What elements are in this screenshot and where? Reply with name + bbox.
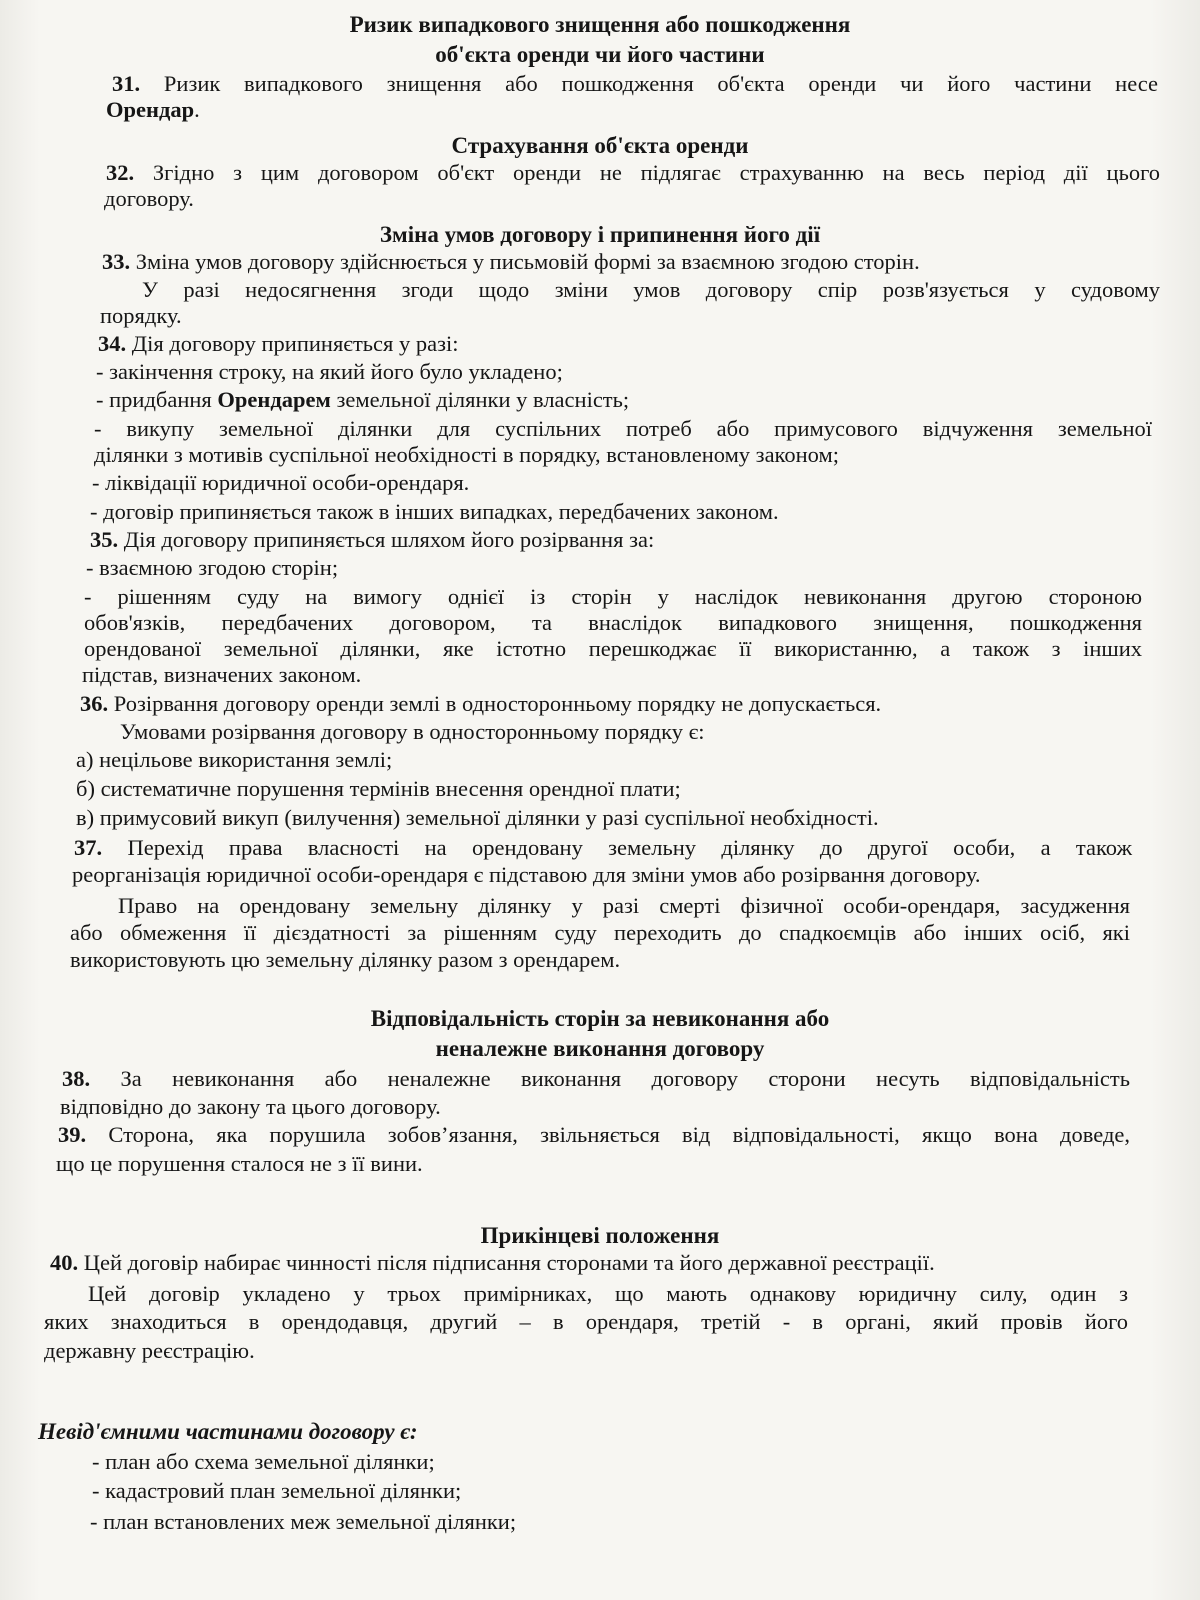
list-item-continued: орендованої земельної ділянки, яке істотно перешкоджає її використанню, а також з інших <box>84 636 1142 661</box>
list-text: - придбання <box>96 387 212 412</box>
clause-text: Ризик випадкового знищення або пошкодження об'єкта оренди чи його частини несе <box>163 71 1158 96</box>
section-heading-final: Прикінцеві положення <box>480 1223 720 1248</box>
clause-number: 35. <box>90 527 119 552</box>
section-heading-risk-line2: об'єкта оренди чи його частини <box>435 42 765 67</box>
clause-number: 40. <box>50 1250 79 1275</box>
list-text: земельної ділянки у власність; <box>336 387 630 412</box>
clause-text: Перехід права власності на орендовану земельну ділянку до другої особи, а також <box>127 835 1133 860</box>
list-item: - договір припиняється також в інших випадках, передбачених законом. <box>90 499 779 524</box>
clause-number: 36. <box>80 691 109 716</box>
section-heading-liability: Відповідальність сторін за невиконання або <box>370 1006 830 1031</box>
clause-number: 38. <box>62 1066 91 1091</box>
clause-38-line2: відповідно до закону та цього договору. <box>60 1094 441 1119</box>
clause-38 <box>62 1066 1130 1092</box>
clause-32-line2: договору. <box>104 186 194 211</box>
bold-term: Орендарем <box>217 387 331 412</box>
bold-term: Орендар <box>106 97 195 122</box>
list-item-continued: ділянки з мотивів суспільної необхідності в порядку, встановленому законом; <box>94 442 839 467</box>
clause-text: За невиконання або неналежне виконання договору сторони несуть відповідальність <box>120 1066 1130 1091</box>
list-item-continued: підстав, визначених законом. <box>82 662 362 687</box>
clause-31 <box>112 71 1158 97</box>
clause-37-paragraph-line2: або обмеження її дієздатності за рішенням суду переходить до спадкоємців або інших осіб, які <box>70 920 1130 945</box>
clause-31-line2 <box>106 97 200 123</box>
clause-text: Дія договору припиняється шляхом його розірвання за: <box>123 527 655 552</box>
clause-37-paragraph: Право на орендовану земельну ділянку у разі смерті фізичної особи-орендаря, засудження <box>118 893 1130 918</box>
clause-36 <box>80 691 881 717</box>
clause-text: Зміна умов договору здійснюється у письмовій формі за взаємною згодою сторін. <box>135 249 920 274</box>
list-item: - закінчення строку, на який його було укладено; <box>96 359 563 384</box>
clause-number: 33. <box>102 249 131 274</box>
clause-text: Розірвання договору оренди землі в односторонньому порядку не допускається. <box>113 691 882 716</box>
clause-33-paragraph: У разі недосягнення згоди щодо зміни умов договору спір розв'язується у судовому <box>142 277 1160 302</box>
list-item-continued: обов'язків, передбачених договором, та внаслідок випадкового знищення, пошкодження <box>84 610 1142 635</box>
section-heading-risk: Ризик випадкового знищення або пошкодження <box>349 12 851 37</box>
clause-40 <box>50 1250 935 1276</box>
list-item: б) систематичне порушення термінів внесення орендної плати; <box>76 776 681 801</box>
section-heading-changes: Зміна умов договору і припинення його дії <box>379 222 821 247</box>
clause-32 <box>106 160 1160 186</box>
clause-37-line2: реорганізація юридичної особи-орендаря є підставою для зміни умов або розірвання договору. <box>72 862 981 887</box>
clause-33 <box>102 249 920 275</box>
clause-number: 32. <box>106 160 135 185</box>
clause-text: Сторона, яка порушила зобов’язання, звільняється від відповідальності, якщо вона доведе, <box>108 1122 1131 1147</box>
clause-39 <box>58 1122 1130 1148</box>
clause-33-paragraph-line2: порядку. <box>100 303 182 328</box>
clause-39-line2: що це порушення сталося не з її вини. <box>56 1151 423 1176</box>
clause-40-paragraph-line3: державну реєстрацію. <box>44 1338 255 1363</box>
clause-34 <box>98 331 459 357</box>
clause-number: 37. <box>74 835 103 860</box>
clause-text: Цей договір набирає чинності після підписання сторонами та його державної реєстрації. <box>83 1250 935 1275</box>
list-item <box>96 387 629 413</box>
list-item: - рішенням суду на вимогу однієї із сторін у наслідок невиконання другою стороною <box>84 584 1142 609</box>
annex-heading: Невід'ємними частинами договору є: <box>38 1419 418 1444</box>
clause-text: Згідно з цим договором об'єкт оренди не підлягає страхуванню на весь період дії цього <box>152 160 1160 185</box>
annex-item: - план встановлених меж земельної ділянки; <box>90 1509 517 1534</box>
list-item: а) нецільове використання землі; <box>76 747 393 772</box>
list-item: - викупу земельної ділянки для суспільних потреб або примусового відчуження земельної <box>94 416 1152 441</box>
clause-37-paragraph-line3: використовують цю земельну ділянку разом з орендарем. <box>70 947 621 972</box>
clause-number: 34. <box>98 331 127 356</box>
clause-35 <box>90 527 654 553</box>
clause-text: . <box>194 97 200 122</box>
list-item: в) примусовий викуп (вилучення) земельної ділянки у разі суспільної необхідності. <box>76 805 879 830</box>
clause-37 <box>74 835 1132 861</box>
section-heading-insurance: Страхування об'єкта оренди <box>451 133 749 158</box>
clause-36-subtext: Умовами розірвання договору в односторонньому порядку є: <box>120 719 705 744</box>
clause-number: 31. <box>112 71 141 96</box>
clause-40-paragraph-line2: яких знаходиться в орендодавця, другий – в орендаря, третій - в органі, який провів його <box>44 1309 1128 1334</box>
annex-item: - план або схема земельної ділянки; <box>92 1449 435 1474</box>
section-heading-liability-line2: неналежне виконання договору <box>435 1036 765 1061</box>
list-item: - взаємною згодою сторін; <box>86 555 339 580</box>
clause-number: 39. <box>58 1122 87 1147</box>
clause-40-paragraph: Цей договір укладено у трьох примірниках, що мають однакову юридичну силу, один з <box>88 1281 1128 1306</box>
clause-text: Дія договору припиняється у разі: <box>131 331 459 356</box>
annex-item: - кадастровий план земельної ділянки; <box>92 1478 462 1503</box>
list-item: - ліквідації юридичної особи-орендаря. <box>92 470 470 495</box>
